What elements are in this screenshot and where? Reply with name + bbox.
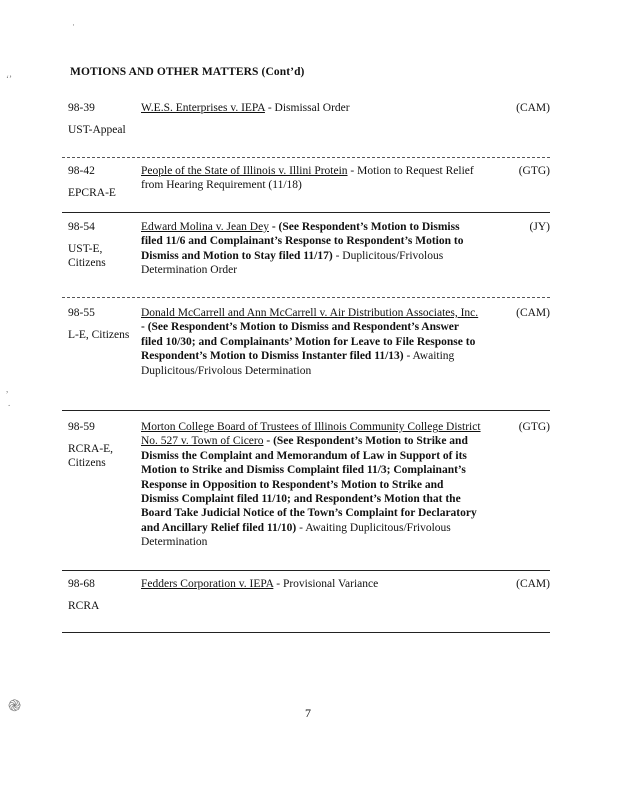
case-name: Donald McCarrell and Ann McCarrell v. Air Distribution Associates, Inc. xyxy=(141,307,479,319)
docket-category: UST-Appeal xyxy=(68,124,126,136)
docket-category: EPCRA-E xyxy=(68,187,116,199)
section-heading: MOTIONS AND OTHER MATTERS (Cont’d) xyxy=(70,66,305,78)
entry-divider xyxy=(62,410,550,411)
staff-initials: (GTG) xyxy=(518,165,550,177)
entry-description xyxy=(141,420,483,550)
staff-initials: (CAM) xyxy=(516,102,550,114)
entry-action: - Duplicitous/Frivolous Determination Order xyxy=(141,249,444,277)
scan-mark: · xyxy=(72,20,75,30)
docket-number: 98-55 xyxy=(68,307,95,319)
docket-category: L-E, Citizens xyxy=(68,329,130,341)
case-name: Edward Molina v. Jean Dey xyxy=(141,221,269,233)
entry-divider xyxy=(62,297,550,298)
staff-initials: (JY) xyxy=(529,221,550,233)
docket-number: 98-42 xyxy=(68,165,95,177)
entry-divider xyxy=(62,632,550,633)
page-number: 7 xyxy=(305,706,311,720)
docket-category: UST-E, Citizens xyxy=(68,243,106,270)
entry-action: - Awaiting Duplicitous/Frivolous Determination xyxy=(141,350,455,377)
docket-number: 98-59 xyxy=(68,421,95,433)
docket-category: RCRA xyxy=(68,600,100,612)
staff-initials: (CAM) xyxy=(516,307,550,319)
entry-motion-details: - (See Respondent’s Motion to Dismiss filed 11/6 and Complainant’s Response to Respondent’s Motion to Dismiss and Motion to Stay filed 11/17) xyxy=(141,221,464,262)
case-name: People of the State of Illinois v. Illini Protein xyxy=(141,165,348,177)
entry-description xyxy=(141,577,483,591)
docket-number: 98-68 xyxy=(68,578,95,590)
case-name: Morton College Board of Trustees of Illinois Community College District No. 527 v. Town of Cicero xyxy=(141,421,481,448)
scan-mark: , xyxy=(6,384,9,394)
docket-category: RCRA-E, Citizens xyxy=(68,443,114,470)
entry-motion-details: - (See Respondent’s Motion to Dismiss and Respondent’s Answer filed 10/30; and Complainants’ Motion for Leave to File Response to Respondent’s Motion to Dismiss Instanter filed 11/13) xyxy=(141,321,476,363)
scan-mark: ‘’ xyxy=(6,74,12,84)
entry-action: - Motion to Request Relief from Hearing Requirement (11/18) xyxy=(141,165,474,192)
staff-initials: (GTG) xyxy=(518,421,550,433)
scan-mark: ֎ xyxy=(8,698,22,715)
entry-action: - Awaiting Duplicitous/Frivolous Determination xyxy=(141,521,451,549)
entry-description xyxy=(141,101,483,115)
entry-divider xyxy=(62,212,550,213)
staff-initials: (CAM) xyxy=(516,578,550,590)
scan-mark: . xyxy=(8,398,11,408)
entry-description xyxy=(141,306,483,378)
entry-divider xyxy=(62,570,550,571)
entry-description xyxy=(141,220,483,278)
case-name: Fedders Corporation v. IEPA xyxy=(141,578,274,590)
entry-action: - Dismissal Order xyxy=(264,102,350,114)
docket-number: 98-39 xyxy=(68,102,95,114)
entry-motion-details: - (See Respondent’s Motion to Strike and Dismiss the Complaint and Memorandum of Law in Support of its Motion to Strike and Dismiss Complaint filed 11/3; Complainant’s Response in Opposition to Respondent’s Motion to Strike and Dismiss Complaint filed 11/10; and Respondent’s Motion that the Board Take Judicial Notice of the Town’s Complaint for Declaratory and Ancillary Relief filed 11/10) xyxy=(141,435,477,534)
entry-description xyxy=(141,164,483,193)
entry-divider xyxy=(62,157,550,158)
entry-action: - Provisional Variance xyxy=(273,578,379,590)
case-name: W.E.S. Enterprises v. IEPA xyxy=(141,102,265,114)
docket-number: 98-54 xyxy=(68,221,95,233)
